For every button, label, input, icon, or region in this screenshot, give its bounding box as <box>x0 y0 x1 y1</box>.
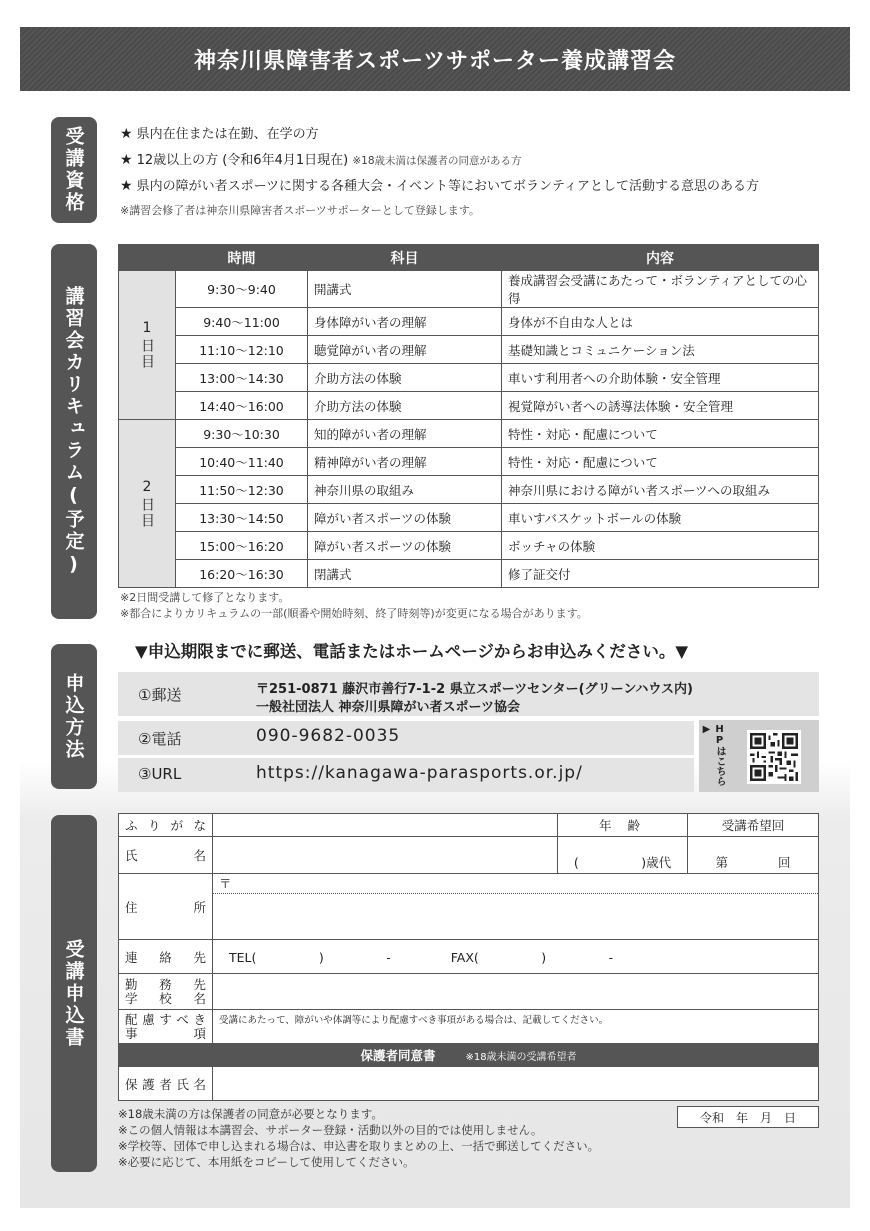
furigana-input[interactable] <box>213 814 558 837</box>
table-header-row <box>119 245 819 271</box>
qr-code-icon[interactable] <box>747 730 801 784</box>
phone-label: ②電話 <box>138 730 182 748</box>
table-row: 11:50〜12:30 神奈川県の取組み 神奈川県における障がい者スポーツへの取組み <box>119 476 819 504</box>
table-row: 13:30〜14:50 障がい者スポーツの体験 車いすバスケットボールの体験 <box>119 504 819 532</box>
star-icon: ★ <box>120 126 133 142</box>
guardian-name-label: 保護者氏名 <box>119 1067 213 1101</box>
address-label: 住 所 <box>119 874 213 940</box>
eligibility-item: ★ 県内在住または在勤、在学の方 <box>120 126 319 142</box>
footer-note: ※学校等、団体で申し込まれる場合は、申込書を取りまとめの上、一括で郵送してください。 <box>118 1139 600 1153</box>
table-row: 16:20〜16:30 閉講式 修了証交付 <box>119 560 819 588</box>
furigana-label: ふりがな <box>119 814 213 837</box>
mail-row <box>118 672 819 716</box>
section-label-curriculum: 講習会カリキュラム(予定) <box>51 244 97 619</box>
eligibility-item: ★ 県内の障がい者スポーツに関する各種大会・イベント等においてボランティアとして活動する意思のある方 <box>120 178 760 194</box>
footer-note: ※18歳未満の方は保護者の同意が必要となります。 <box>118 1107 383 1121</box>
eligibility-item: ★ 12歳以上の方 (令和6年4月1日現在) ※18歳未満は保護者の同意がある方 <box>120 152 522 168</box>
phone-number[interactable]: 090-9682-0035 <box>256 726 401 746</box>
page-title: 神奈川県障害者スポーツサポーター養成講習会 <box>20 27 850 91</box>
star-icon: ★ <box>120 152 133 168</box>
session-label: 受講希望回 <box>688 814 819 837</box>
session-input[interactable]: 第 回 <box>688 837 819 874</box>
date-field[interactable]: 令和 年 月 日 <box>677 1106 819 1128</box>
curriculum-table <box>118 244 819 588</box>
header-subject: 科目 <box>308 245 502 271</box>
qr-label: HPはこちら▶ <box>701 724 725 786</box>
considerations-input[interactable]: 受講にあたって、障がいや体調等により配慮すべき事項がある場合は、記載してください。 <box>213 1010 819 1044</box>
postal-code-field[interactable]: 〒 <box>213 874 818 894</box>
fax-field[interactable]: FAX( ) - <box>450 949 614 965</box>
table-row: 11:10〜12:10 聴覚障がい者の理解 基礎知識とコミュニケーション法 <box>119 336 819 364</box>
contact-label: 連絡先 <box>119 940 213 974</box>
header-time: 時間 <box>176 245 308 271</box>
table-row: 15:00〜16:20 障がい者スポーツの体験 ボッチャの体験 <box>119 532 819 560</box>
considerations-label: 配慮すべき 事 項 <box>119 1010 213 1044</box>
table-row: 13:00〜14:30 介助方法の体験 車いす利用者への介助体験・安全管理 <box>119 364 819 392</box>
apply-headline: ▼申込期限までに郵送、電話またはホームページからお申込みください。▼ <box>135 642 689 661</box>
website-link[interactable]: https://kanagawa-parasports.or.jp/ <box>256 763 583 783</box>
mail-address: 〒251-0871 藤沢市善行7-1-2 県立スポーツセンター(グリーンハウス内) <box>256 682 693 697</box>
qr-panel <box>699 720 819 792</box>
url-label: ③URL <box>138 765 182 783</box>
name-input[interactable] <box>213 837 558 874</box>
workplace-label: 勤務先 学校名 <box>119 974 213 1010</box>
star-icon: ★ <box>120 178 133 194</box>
header-content: 内容 <box>502 245 819 271</box>
table-row: 10:40〜11:40 精神障がい者の理解 特性・対応・配慮について <box>119 448 819 476</box>
table-row: 2日目 9:30〜10:30 知的障がい者の理解 特性・対応・配慮について <box>119 420 819 448</box>
footer-note: ※この個人情報は本講習会、サポーター登録・活動以外の目的では使用しません。 <box>118 1123 543 1137</box>
footer-note: ※必要に応じて、本用紙をコピーして使用してください。 <box>118 1155 415 1169</box>
curriculum-note: ※2日間受講して修了となります。 <box>120 591 290 604</box>
section-label-eligibility: 受講資格 <box>51 117 97 223</box>
day-label: 2日目 <box>119 420 176 588</box>
contact-input[interactable] <box>213 940 819 974</box>
url-row <box>118 758 694 792</box>
mail-label: ①郵送 <box>138 686 182 704</box>
phone-row <box>118 721 694 755</box>
guardian-name-input[interactable] <box>213 1067 819 1101</box>
tel-field[interactable]: TEL( ) - <box>229 949 391 965</box>
mail-organization: 一般社団法人 神奈川県障がい者スポーツ協会 <box>256 700 521 715</box>
section-label-form: 受講申込書 <box>51 815 97 1172</box>
application-form <box>118 813 819 1101</box>
address-input[interactable] <box>213 874 819 940</box>
section-label-apply: 申込方法 <box>51 644 97 789</box>
curriculum-note: ※都合によりカリキュラムの一部(順番や開始時刻、終了時刻等)が変更になる場合があります。 <box>120 607 588 620</box>
guardian-consent-header: 保護者同意書 ※18歳未満の受講希望者 <box>119 1044 819 1067</box>
day-label: 1日目 <box>119 271 176 420</box>
age-input[interactable]: ( )歳代 <box>558 837 688 874</box>
eligibility-note: ※講習会修了者は神奈川県障害者スポーツサポーターとして登録します。 <box>120 204 480 217</box>
age-label: 年 齢 <box>558 814 688 837</box>
table-row: 1日目 9:30〜9:40 開講式 養成講習会受講にあたって・ボランティアとしての心得 <box>119 271 819 308</box>
table-row: 9:40〜11:00 身体障がい者の理解 身体が不自由な人とは <box>119 308 819 336</box>
workplace-input[interactable] <box>213 974 819 1010</box>
name-label: 氏 名 <box>119 837 213 874</box>
table-row: 14:40〜16:00 介助方法の体験 視覚障がい者への誘導法体験・安全管理 <box>119 392 819 420</box>
